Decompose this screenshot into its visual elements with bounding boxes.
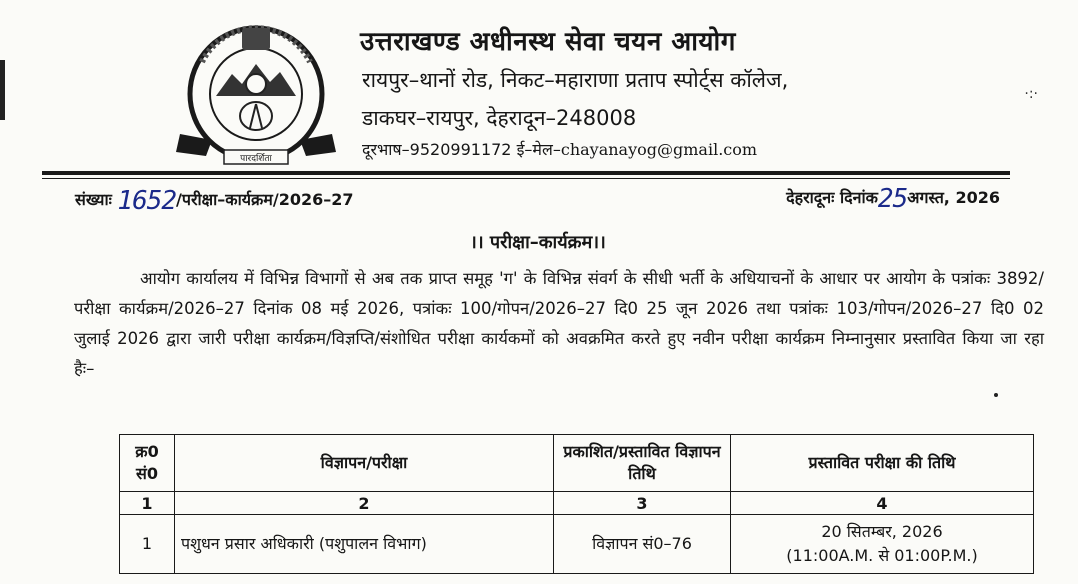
column-number: 1 <box>120 492 175 515</box>
scan-edge-mark <box>0 60 5 120</box>
header-advert-date: प्रकाशित/प्रस्तावित विज्ञापन तिथि <box>554 435 731 492</box>
handwritten-date-day: 25 <box>877 184 908 214</box>
header-serial: क्र0 सं0 <box>120 435 175 492</box>
reference-suffix: /परीक्षा–कार्यक्रम/2026–27 <box>176 190 354 209</box>
row-exam-time: (11:00A.M. से 01:00P.M.) <box>786 546 978 565</box>
scan-dot <box>994 393 998 397</box>
column-number-row <box>120 492 1034 515</box>
email-address: chayanayog@gmail.com <box>560 140 758 159</box>
document-heading: ।। परीक्षा–कार्यक्रम।। <box>470 232 606 253</box>
email-label: ई–मेल– <box>516 140 561 159</box>
column-number: 3 <box>554 492 731 515</box>
address-line-2: डाकघर–रायपुर, देहरादून–248008 <box>362 106 637 130</box>
column-number: 2 <box>175 492 554 515</box>
row-advert-number: विज्ञापन सं0–76 <box>554 515 731 574</box>
scan-speck: ·:· <box>1024 86 1038 102</box>
address-line-1: रायपुर–थानों रोड, निकट–महाराणा प्रताप स्पोर्ट्स कॉलेज, <box>362 68 789 92</box>
date-suffix: अगस्त, 2026 <box>907 188 1000 207</box>
reference-prefix: संख्याः <box>75 190 112 209</box>
header-divider <box>42 171 1010 175</box>
phone-number: दूरभाष–9520991172 <box>362 140 512 159</box>
reference-number <box>75 186 354 216</box>
contact-line <box>362 138 757 160</box>
header-divider-thin <box>42 178 1010 179</box>
exam-schedule-table <box>119 434 1034 574</box>
body-paragraph: आयोग कार्यालय में विभिन्न विभागों से अब तक प्राप्त समूह 'ग' के विभिन्न संवर्ग के सीधी भर्ती के अधियाचनों के आधार पर आयोग के पत्रांकः 3892/परीक्षा कार्यक्रम/2026–27 दिनांक 08 मई 2026, पत्रांकः 100/गोपन/2026–27 दि0 25 जून 2026 तथा पत्रांकः 103/गोपन/2026–27 दि0 02 जुलाई 2026 द्वारा जारी परीक्षा कार्यक्रम/विज्ञप्ति/संशोधित परीक्षा कार्यकमों को अवक्रमित करते हुए नवीन परीक्षा कार्यक्रम निम्नानुसार प्रस्तावित किया जा रहा हैः– <box>74 269 1044 378</box>
header-exam: विज्ञापन/परीक्षा <box>175 435 554 492</box>
letter-date <box>786 184 1000 214</box>
row-serial: 1 <box>120 515 175 574</box>
row-exam-name: पशुधन प्रसार अधिकारी (पशुपालन विभाग) <box>175 515 554 574</box>
header-exam-date: प्रस्तावित परीक्षा की तिथि <box>731 435 1034 492</box>
seal-motto: पारदर्शिता <box>240 154 272 164</box>
row-exam-date-cell <box>731 515 1034 574</box>
column-number: 4 <box>731 492 1034 515</box>
table-header-row <box>120 435 1034 492</box>
handwritten-reference-number: 1652 <box>117 186 177 216</box>
date-prefix: देहरादूनः दिनांक <box>786 188 878 207</box>
commission-seal-icon <box>172 22 340 170</box>
table-row <box>120 515 1034 574</box>
organization-name: उत्तराखण्ड अधीनस्थ सेवा चयन आयोग <box>360 27 736 57</box>
row-exam-date: 20 सितम्बर, 2026 <box>821 522 943 541</box>
